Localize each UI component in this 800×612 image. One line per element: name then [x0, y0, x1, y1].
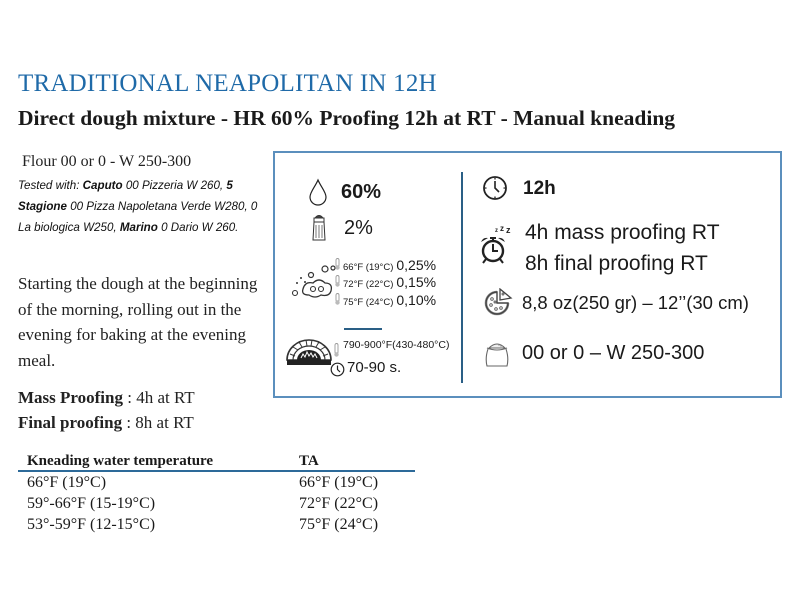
yeast-pct: 0,15% — [396, 274, 437, 290]
cell-ta: 72°F (22°C) — [299, 495, 379, 512]
flour-sack-icon — [484, 338, 510, 368]
yeast-temp: 66°F (19°C) — [343, 262, 394, 273]
hydration-value: 60% — [341, 181, 382, 203]
yeast-icon — [289, 261, 339, 301]
mass-proofing-value: : 4h at RT — [123, 388, 195, 407]
thermometer-icon — [333, 343, 340, 357]
thermometer-icon — [334, 293, 341, 305]
svg-text:z: z — [506, 225, 511, 235]
water-drop-icon — [308, 178, 328, 206]
table-row — [18, 514, 415, 535]
yeast-temp: 72°F (22°C) — [343, 279, 394, 290]
total-time: 12h — [523, 178, 556, 199]
header-water-temp: Kneading water temperature — [27, 453, 214, 469]
svg-text:z: z — [500, 224, 504, 233]
thermometer-icon — [334, 275, 341, 287]
vertical-divider — [461, 172, 463, 383]
table-header — [18, 452, 415, 472]
recipe-summary-card — [273, 151, 782, 398]
salt-shaker-icon — [311, 212, 327, 242]
oven-temperature: 790-900°F(430-480°C) — [343, 339, 450, 351]
clock-icon — [482, 175, 508, 201]
bake-time: 70-90 s. — [347, 359, 402, 376]
cell-water-temp: 59°-66°F (15-19°C) — [27, 495, 156, 512]
cell-ta: 75°F (24°C) — [299, 516, 379, 533]
yeast-row — [334, 257, 436, 273]
cell-water-temp: 53°-59°F (12-15°C) — [27, 516, 156, 533]
mass-proofing-line — [18, 388, 195, 408]
alarm-clock-icon — [478, 223, 518, 267]
tested-intro: Tested with: — [18, 179, 83, 192]
dough-ball-size: 8,8 oz(250 gr) – 12’’(30 cm) — [522, 292, 749, 313]
thermometer-icon — [334, 258, 341, 270]
svg-text:z: z — [495, 228, 498, 234]
final-proofing-label: Final proofing — [18, 413, 123, 432]
horizontal-divider — [344, 328, 382, 330]
flour-title: Flour 00 or 0 - W 250-300 — [22, 153, 192, 170]
final-proofing-line — [18, 413, 194, 433]
mass-proofing-detail: 4h mass proofing RT — [525, 221, 720, 244]
yeast-pct: 0,25% — [396, 257, 437, 273]
flour-type: 00 or 0 – W 250-300 — [522, 342, 705, 364]
table-row — [18, 472, 415, 493]
final-proofing-detail: 8h final proofing RT — [525, 252, 708, 275]
pizza-oven-icon — [285, 336, 333, 366]
cell-ta: 66°F (19°C) — [299, 474, 379, 491]
table-row — [18, 493, 415, 514]
yeast-row — [334, 274, 436, 290]
salt-value: 2% — [344, 217, 373, 239]
tested-brand: Marino — [119, 221, 158, 234]
page-title: TRADITIONAL NEAPOLITAN IN 12H — [18, 70, 437, 97]
yeast-row — [334, 292, 436, 308]
pizza-icon — [483, 288, 513, 318]
cell-water-temp: 66°F (19°C) — [27, 474, 107, 491]
final-proofing-value: : 8h at RT — [122, 413, 194, 432]
description: Starting the dough at the beginning of the morning, rolling out in the evening for baking at the evening meal. — [18, 274, 258, 370]
tested-brand: Caputo — [82, 179, 123, 192]
yeast-pct: 0,10% — [396, 292, 437, 308]
page-subtitle: Direct dough mixture - HR 60% Proofing 12h at RT - Manual kneading — [18, 106, 676, 130]
tested-text: 00 Pizzeria W 260, — [122, 179, 227, 192]
tested-text: 0 Dario W 260. — [157, 221, 239, 234]
header-ta: TA — [299, 453, 319, 469]
temperature-table — [18, 452, 415, 535]
tested-text: 00 Pizza Napoletana Verde W280, 0 La biologica W250, — [18, 200, 258, 234]
tested-flours — [18, 175, 268, 238]
mass-proofing-label: Mass Proofing — [18, 388, 123, 407]
tested-brand: 5 Stagione — [18, 179, 233, 213]
clock-icon — [330, 362, 345, 377]
yeast-temp: 75°F (24°C) — [343, 297, 394, 308]
